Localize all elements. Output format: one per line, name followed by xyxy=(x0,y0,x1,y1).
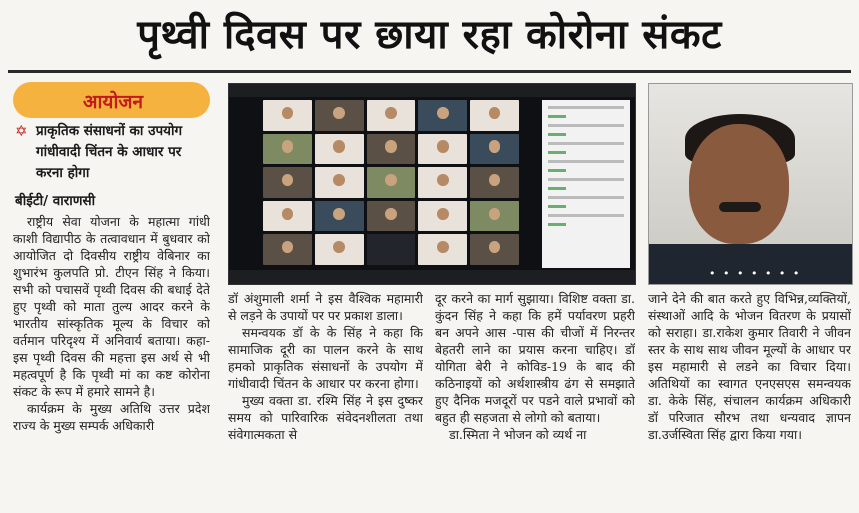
paragraph: डॉ अंशुमाली शर्मा ने इस वैश्विक महामारी से लड़ने के उपायों पर पर प्रकाश डाला। xyxy=(228,291,423,323)
participant-tile xyxy=(367,167,416,198)
participant-tile xyxy=(470,234,519,265)
article-column-4 xyxy=(648,290,851,508)
subheadline: प्राकृतिक संसाधनों का उपयोग गांधीवादी चिंतन के आधार पर करना होगा xyxy=(36,123,183,181)
video-call-controls xyxy=(229,270,635,284)
participant-tile xyxy=(367,234,416,265)
participant-tile xyxy=(263,167,312,198)
speaker-photo xyxy=(648,83,853,285)
participant-tile xyxy=(418,134,467,165)
dateline: बीईटी/ वाराणसी xyxy=(15,193,96,209)
article-column-1 xyxy=(13,213,210,509)
video-conference-photo xyxy=(228,83,636,285)
paragraph: राष्ट्रीय सेवा योजना के महात्मा गांधी काशी विद्यापीठ के तत्वावधान में बुधवार को आयोजित दो दिवसीय राष्ट्रीय वेबिनार का शुभारंभ कुलपति प्रो. टीएन सिंह ने किया। सभी को पचासवें पृथ्वी दिवस की बधाई देते हुए पृथ्वी को माता तुल्य आदर करने के भारतीय सांस्कृतिक मूल्य के विचार को वर्तमान परिदृश्य में अनिवार्य बताया। कहा-इस पृथ्वी दिवस की महत्ता इस अर्थ से भी महत्वपूर्ण है कि पृथ्वी मां का कष्ट कोरोना संकट के रूप में हमारे सामने है। xyxy=(13,214,210,399)
headline: पृथ्वी दिवस पर छाया रहा कोरोना संकट xyxy=(137,12,722,58)
article-column-3 xyxy=(435,290,635,508)
paragraph: दूर करने का मार्ग सुझाया। विशिष्ट वक्ता डा. कुंदन सिंह ने कहा कि हमें पर्यावरण प्रहरी बन अपने आस -पास की चीजों में निरन्तर बेहतरी लाने का प्रयास करना चाहिए। डॉ योगिता बेरी ने कोविड-19 के बाद की कठिनाइयों को अर्थशास्त्रीय ढंग से समझाते हुए दैनिक मजदूरों पर पडने वाले प्रभावों को बहुत ही सहजता से लोगो को बताया। xyxy=(435,291,635,425)
section-badge xyxy=(13,82,210,118)
paragraph: कार्यक्रम के मुख्य अतिथि उत्तर प्रदेश राज्य के मुख्य सम्पर्क अधिकारी xyxy=(13,401,210,433)
participants-panel xyxy=(542,100,630,268)
star-of-david-icon: ✡ xyxy=(15,122,28,140)
participant-tile xyxy=(263,100,312,131)
participant-tile xyxy=(315,201,364,232)
participant-tile xyxy=(418,201,467,232)
participant-tile xyxy=(315,167,364,198)
paragraph: डा.स्मिता ने भोजन को व्यर्थ ना xyxy=(449,427,587,442)
section-badge-label: आयोजन xyxy=(83,91,144,113)
participant-tile xyxy=(418,167,467,198)
participant-tile xyxy=(315,100,364,131)
video-controls-icon: • • • • • • • xyxy=(709,267,802,280)
participant-tile xyxy=(263,134,312,165)
participant-tile xyxy=(263,201,312,232)
video-call-toolbar xyxy=(229,84,635,97)
participant-tile xyxy=(470,167,519,198)
headline-rule xyxy=(8,70,851,73)
participant-tile xyxy=(367,201,416,232)
participant-tile xyxy=(470,100,519,131)
participant-tile xyxy=(263,234,312,265)
participant-tile xyxy=(367,134,416,165)
paragraph: मुख्य वक्ता डा. रश्मि सिंह ने इस दुष्कर समय को पारिवारिक संवेदनशीलता तथा संवेगात्मकता से xyxy=(228,393,423,442)
participant-tile xyxy=(315,234,364,265)
participant-tile xyxy=(470,201,519,232)
paragraph: जाने देने की बात करते हुए विभिन्न,व्यक्तियों, संस्थाओं आदि के भोजन वितरण के प्रयासों को सराहा। डा.राकेश कुमार तिवारी ने जीवन स्तर के साथ साथ जीवन मूल्यों के आधार पर इस महामारी से लडने का विचार दिया। अतिथियों का स्वागत एनएसएस समन्वयक डा. केके सिंह, संचालन कार्यक्रम अधिकारी डॉ परिजात सौरभ तथा धन्यवाद ज्ञापन डा.उर्जस्विता सिंह द्वारा किया गया। xyxy=(648,291,851,442)
speaker-face xyxy=(689,124,789,244)
participant-tile xyxy=(367,100,416,131)
participant-grid xyxy=(263,100,519,265)
participant-tile xyxy=(315,134,364,165)
article-column-2 xyxy=(228,290,423,508)
participant-tile xyxy=(470,134,519,165)
paragraph: समन्वयक डॉ के के सिंह ने कहा कि सामाजिक दूरी का पालन करने के साथ हमको प्राकृतिक संसाधनों के उपयोग में गांधीवादी चिंतन के आधार पर करना होगा। xyxy=(228,325,423,391)
participant-tile xyxy=(418,100,467,131)
participant-tile xyxy=(418,234,467,265)
